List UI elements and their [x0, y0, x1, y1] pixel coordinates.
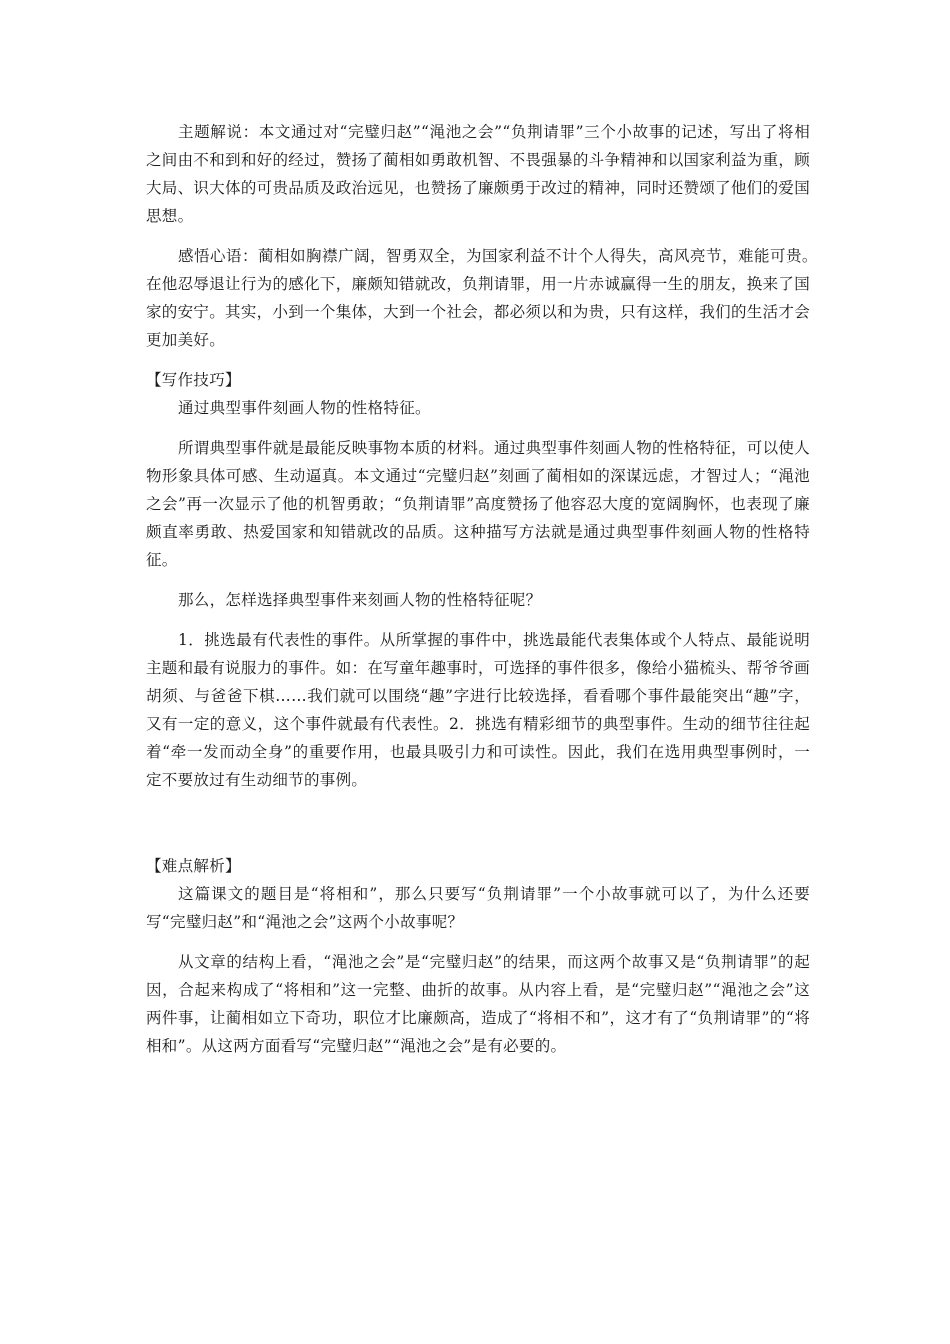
document-page — [146, 118, 826, 1072]
writing-technique-intro: 通过典型事件刻画人物的性格特征。 — [178, 399, 431, 417]
difficulty-answer: 从文章的结构上看，“渑池之会”是“完璧归赵”的结果，而这两个故事又是“负荆请罪”的起因，合起来构成了“将相和”这一完整、曲折的故事。从内容上看，是“完璧归赵”“渑池之会”这两件事，让蔺相如立下奇功，职位才比廉颇高，造成了“将相不和”，这才有了“负荆请罪”的“将相和”。从这两方面看写“完璧归赵”“渑池之会”是有必要的。 — [146, 953, 810, 1055]
writing-technique-paragraph: 所谓典型事件就是最能反映事物本质的材料。通过典型事件刻画人物的性格特征，可以使人物形象具体可感、生动逼真。本文通过“完璧归赵”刻画了蔺相如的深谋远虑，才智过人；“渑池之会”再一次显示了他的机智勇敢；“负荆请罪”高度赞扬了他容忍大度的宽阔胸怀，也表现了廉颇直率勇敢、热爱国家和知错就改的品质。这种描写方法就是通过典型事件刻画人物的性格特征。 — [146, 439, 811, 569]
writing-technique-question: 那么，怎样选择典型事件来刻画人物的性格特征呢？ — [178, 591, 542, 609]
theme-paragraph: 主题解说：本文通过对“完璧归赵”“渑池之会”“负荆请罪”三个小故事的记述，写出了将相之间由不和到和好的经过，赞扬了蔺相如勇敢机智、不畏强暴的斗争精神和以国家利益为重，顾大局、识大体的可贵品质及政治远见，也赞扬了廉颇勇于改过的精神，同时还赞颂了他们的爱国思想。 — [146, 123, 810, 225]
insight-paragraph: 感悟心语：蔺相如胸襟广阔，智勇双全，为国家利益不计个人得失，高风亮节，难能可贵。 在他忍辱退让行为的感化下，廉颇知错就改，负荆请罪，用一片赤诚赢得一生的朋友，换来了国家的安宁。其实，小到一个集体，大到一个社会，都必须以和为贵，只有这样，我们的生活才会更加美好。 — [146, 247, 826, 349]
writing-technique-heading: 【写作技巧】 — [146, 371, 241, 389]
difficulty-heading: 【难点解析】 — [146, 857, 241, 875]
writing-technique-steps: 1．挑选最有代表性的事件。从所掌握的事件中，挑选最能代表集体或个人特点、最能说明主题和最有说服力的事件。如：在写童年趣事时，可选择的事件很多，像给小猫梳头、帮爷爷画胡须、与爸爸下棋……我们就可以围绕“趣”字进行比较选择，看看哪个事件最能突出“趣”字，又有一定的意义，这个事件就最有代表性。2．挑选有精彩细节的典型事件。生动的细节往往起着“牵一发而动全身”的重要作用，也最具吸引力和可读性。因此，我们在选用典型事例时，一定不要放过有生动细节的事例。 — [146, 631, 810, 789]
difficulty-question: 这篇课文的题目是“将相和”，那么只要写“负荆请罪”一个小故事就可以了，为什么还要写“完璧归赵”和“渑池之会”这两个小故事呢？ — [146, 885, 810, 931]
section-spacer — [146, 806, 810, 852]
